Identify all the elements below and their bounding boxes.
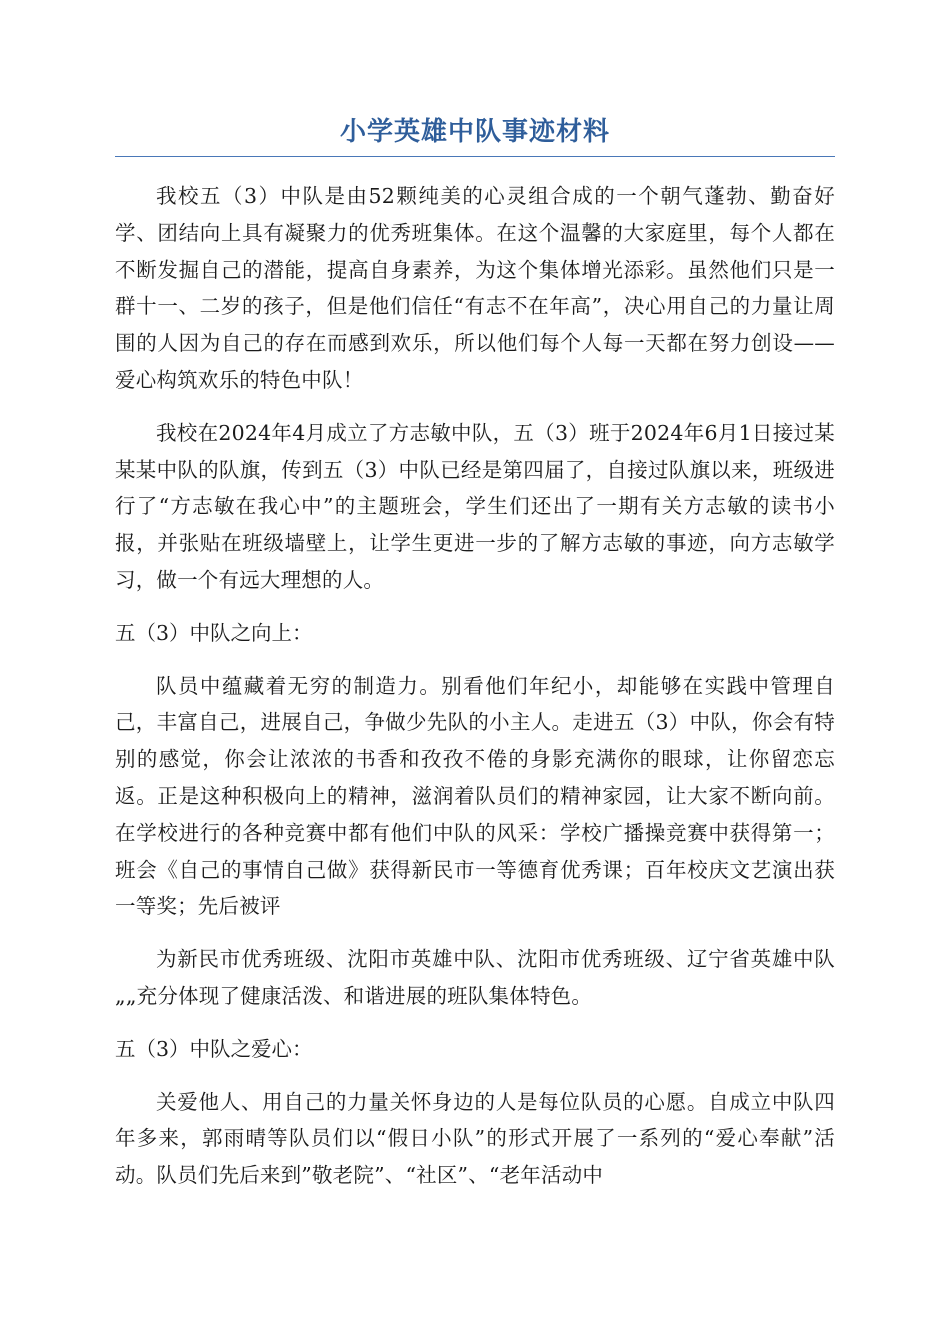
paragraph-upward: 队员中蕴藏着无穷的制造力。别看他们年纪小，却能够在实践中管理自己，丰富自己，进展自己，争做少先队的小主人。走进五（3）中队，你会有特别的感觉，你会让浓浓的书香和孜孜不倦的身影充满你的眼球，让你留恋忘返。正是这种积极向上的精神，滋润着队员们的精神家园，让大家不断向前。在学校进行的各种竞赛中都有他们中队的风采：学校广播操竞赛中获得第一；班会《自己的事情自己做》获得新民市一等德育优秀课；百年校庆文艺演出获一等奖；先后被评 [115,673,835,919]
document-page [115,112,835,1194]
section-heading-love: 五（3）中队之爱心： [115,1036,313,1061]
paragraph-history: 我校在2024年4月成立了方志敏中队，五（3）班于2024年6月1日接过某某某中队的队旗，传到五（3）中队已经是第四届了，自接过队旗以来，班级进行了“方志敏在我心中”的主题班会，学生们还出了一期有关方志敏的读书小报，并张贴在班级墙壁上，让学生更进一步的了解方志敏的事迹，向方志敏学习，做一个有远大理想的人。 [115,420,835,592]
document-title: 小学英雄中队事迹材料 [115,112,835,157]
paragraph-love: 关爱他人、用自己的力量关怀身边的人是每位队员的心愿。自成立中队四年多来，郭雨晴等队员们以“假日小队”的形式开展了一系列的“爱心奉献”活动。队员们先后来到”敬老院”、“社区”、“老年活动中 [115,1089,835,1188]
paragraph-intro: 我校五（3）中队是由52颗纯美的心灵组合成的一个朝气蓬勃、勤奋好学、团结向上具有凝聚力的优秀班集体。在这个温馨的大家庭里，每个人都在不断发掘自己的潜能，提高自身素养，为这个集体增光添彩。虽然他们只是一群十一、二岁的孩子，但是他们信任“有志不在年高”，决心用自己的力量让周围的人因为自己的存在而感到欢乐，所以他们每个人每一天都在努力创设——爱心构筑欢乐的特色中队！ [115,184,835,392]
section-heading-upward: 五（3）中队之向上： [115,620,313,645]
paragraph-honors: 为新民市优秀班级、沈阳市英雄中队、沈阳市优秀班级、辽宁省英雄中队„„充分体现了健康活泼、和谐进展的班队集体特色。 [115,947,835,1008]
